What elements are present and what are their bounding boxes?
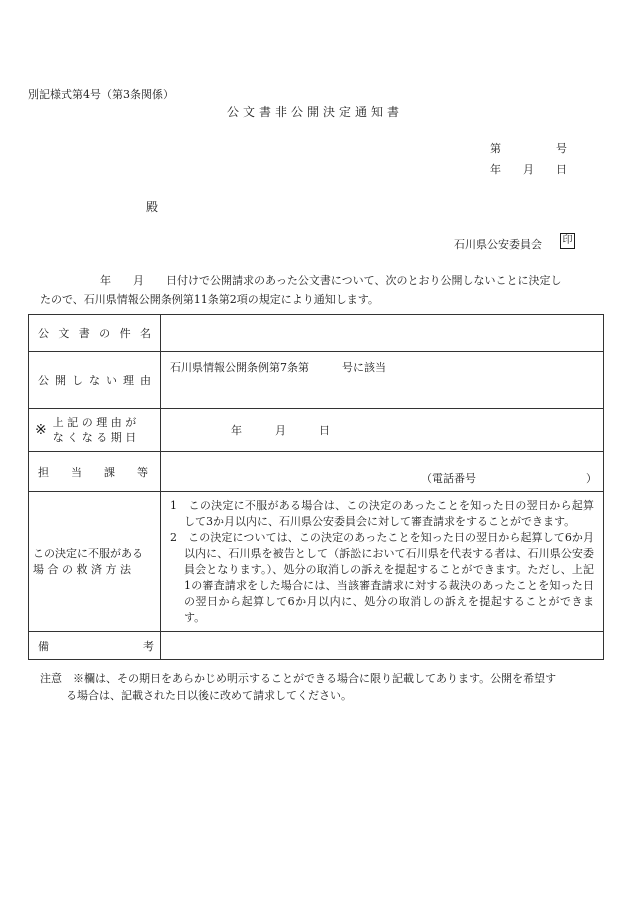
intro-line-2: たので、石川県情報公開条例第11条第2項の規定により通知します。 xyxy=(40,293,379,306)
note-line-1: 注意 ※欄は、その期日をあらかじめ明示することができる場合に限り記載してあります。公開を希望す xyxy=(40,672,557,685)
department-value xyxy=(161,452,604,492)
remarks-label: 備 考 xyxy=(29,632,161,660)
asterisk-mark: ※ xyxy=(35,422,47,438)
remedy-label: この決定に不服がある 場 合 の 救 済 方 法 xyxy=(29,492,161,632)
remarks-value xyxy=(161,632,604,660)
intro-line-1: 年 月 日付けで公開請求のあった公文書について、次のとおり公開しないことに決定し xyxy=(100,274,562,287)
phone-number-field: （電話番号 ） xyxy=(421,472,597,485)
table-row xyxy=(29,315,604,352)
expiry-label: ※ 上 記 の 理 由 が な く な る 期 日 xyxy=(29,409,161,452)
issuer-name: 石川県公安委員会 xyxy=(454,238,542,251)
expiry-value: 年 月 日 xyxy=(161,409,604,452)
note-line-2: る場合は、記載された日以後に改めて請求してください。 xyxy=(66,689,352,702)
remedy-value xyxy=(161,492,604,632)
document-name-label: 公 文 書 の 件 名 xyxy=(29,315,161,352)
table-row xyxy=(29,492,604,632)
document-date: 年 月 日 xyxy=(490,163,567,176)
reason-value: 石川県情報公開条例第7条第 号に該当 xyxy=(161,352,604,409)
form-label: 別記様式第4号（第3条関係） xyxy=(28,88,174,101)
document-number: 第 号 xyxy=(490,142,567,155)
notice-table xyxy=(28,314,604,660)
document-name-value xyxy=(161,315,604,352)
remedy-item-1: 1 この決定に不服がある場合は、この決定のあったことを知った日の翌日から起算して3か月以内に、石川県公安委員会に対して審査請求をすることができます。 xyxy=(170,498,594,528)
reason-label: 公 開 し な い 理 由 xyxy=(29,352,161,409)
remedy-item-2: 2 この決定については、この決定のあったことを知った日の翌日から起算して6か月以内に、石川県を被告として（訴訟において石川県を代表する者は、石川県公安委員会となります。）、処分の取消しの訴えを提起することができます。ただし、上記1の審査請求をした場合には、当該審査請求に対する裁決のあったことを知った日の翌日から起算して6か月以内に、処分の取消しの訴えを提起することができます。 xyxy=(170,530,594,624)
table-row xyxy=(29,632,604,660)
table-row xyxy=(29,452,604,492)
table-row xyxy=(29,409,604,452)
note xyxy=(40,670,605,704)
department-label: 担 当 課 等 xyxy=(29,452,161,492)
recipient-suffix: 殿 xyxy=(146,200,159,214)
page-title: 公文書非公開決定通知書 xyxy=(226,105,403,119)
table-row xyxy=(29,352,604,409)
seal-mark: 印 xyxy=(560,233,575,249)
